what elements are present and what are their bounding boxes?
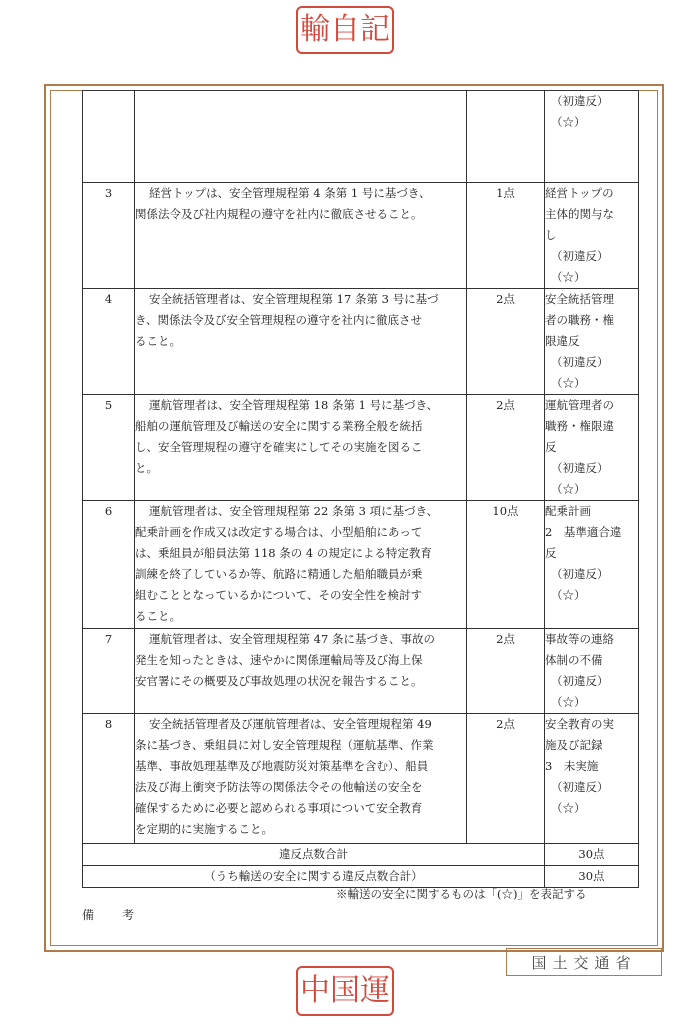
violation-note-line: 職務・権限違 [545, 419, 614, 433]
row-description [135, 91, 467, 183]
row-points: 2点 [467, 714, 545, 844]
violation-note-line: 運航管理者の [545, 398, 614, 412]
row-violation-note [545, 289, 639, 395]
description-line: 運航管理者は、安全管理規程第 18 条第 1 号に基づき、 [149, 398, 439, 412]
description-line: 運航管理者は、安全管理規程第 22 条第 3 項に基づき、 [149, 504, 439, 518]
violation-note-line: （初違反） [551, 249, 609, 263]
table-row [83, 91, 639, 183]
row-description [135, 183, 467, 289]
description-line: し、安全管理規程の遵守を確実にしてその実施を図るこ [135, 440, 423, 454]
row-points: 1点 [467, 183, 545, 289]
description-line: 発生を知ったときは、速やかに関係運輸局等及び海上保 [135, 653, 423, 667]
table-row [83, 289, 639, 395]
row-number: 7 [83, 629, 135, 714]
row-number: 8 [83, 714, 135, 844]
table-row [83, 629, 639, 714]
table-row [83, 183, 639, 289]
description-line: ること。 [135, 334, 181, 348]
row-description [135, 395, 467, 501]
violation-note-line: （☆） [551, 801, 586, 815]
description-line: 基準、事故処理基準及び地震防災対策基準を含む）、船員 [135, 759, 429, 773]
description-line: 確保するために必要と認められる事項について安全教育 [135, 801, 423, 815]
row-points: 10点 [467, 501, 545, 629]
row-number: 6 [83, 501, 135, 629]
violation-note-line: 事故等の連絡 [545, 632, 614, 646]
description-line: 運航管理者は、安全管理規程第 47 条に基づき、事故の [149, 632, 435, 646]
row-description [135, 289, 467, 395]
violation-note-line: 3 未実施 [545, 759, 599, 773]
violation-note-line: 安全教育の実 [545, 717, 614, 731]
row-number: 5 [83, 395, 135, 501]
description-line: 条に基づき、乗組員に対し安全管理規程（運航基準、作業 [135, 738, 434, 752]
row-points: 2点 [467, 629, 545, 714]
description-line: 船舶の運航管理及び輸送の安全に関する業務全般を統括 [135, 419, 423, 433]
violation-note-line: （☆） [551, 588, 586, 602]
seal-stamp-bottom: 中国運 [296, 966, 394, 1016]
violation-note-line: 反 [545, 546, 557, 560]
row-violation-note [545, 395, 639, 501]
description-line: ること。 [135, 609, 181, 623]
description-line: 配乗計画を作成又は改定する場合は、小型船舶にあって [135, 525, 423, 539]
row-violation-note [545, 91, 639, 183]
row-description [135, 714, 467, 844]
row-number: 4 [83, 289, 135, 395]
violation-note-line: （☆） [551, 482, 586, 496]
violation-note-line: （☆） [551, 270, 586, 284]
description-line: 安官署にその概要及び事故処理の状況を報告すること。 [135, 674, 423, 688]
transport-total-value: 30点 [545, 866, 639, 888]
violation-note-line: 反 [545, 440, 557, 454]
description-line: と。 [135, 461, 158, 475]
row-violation-note [545, 714, 639, 844]
description-line: は、乗組員が船員法第 118 条の 4 の規定による特定教育 [135, 546, 432, 560]
ministry-name: 国土交通省 [506, 948, 662, 976]
description-line: 訓練を終了しているか等、航路に精通した船舶職員が乗 [135, 567, 423, 581]
violation-note-line: 安全統括管理 [545, 292, 614, 306]
violation-note-line: し [545, 228, 557, 242]
violation-note-line: （☆） [551, 115, 586, 129]
row-number: 3 [83, 183, 135, 289]
violation-note-line: （初違反） [551, 674, 609, 688]
description-line: き、関係法令及び安全管理規程の遵守を社内に徹底させ [135, 313, 423, 327]
violation-note-line: 経営トップの [545, 186, 614, 200]
violation-note-line: 2 基準適合違 [545, 525, 622, 539]
description-line: 法及び海上衝突予防法等の関係法令その他輸送の安全を [135, 780, 423, 794]
row-violation-note [545, 501, 639, 629]
violation-note-line: （初違反） [551, 567, 609, 581]
violation-note-line: （初違反） [551, 94, 609, 108]
row-violation-note [545, 629, 639, 714]
violation-note-line: （☆） [551, 376, 586, 390]
total-label: 違反点数合計 [83, 844, 545, 866]
row-points [467, 91, 545, 183]
description-line: 組むこととなっているかについて、その安全性を検討す [135, 588, 423, 602]
violation-note-line: 主体的関与な [545, 207, 614, 221]
row-description [135, 629, 467, 714]
violation-note-line: （初違反） [551, 355, 609, 369]
description-line: 関係法令及び社内規程の遵守を社内に徹底させること。 [135, 207, 423, 221]
transport-total-row [83, 866, 639, 888]
description-line: 経営トップは、安全管理規程第 4 条第 1 号に基づき、 [149, 186, 431, 200]
total-value: 30点 [545, 844, 639, 866]
description-line: 安全統括管理者及び運航管理者は、安全管理規程第 49 [149, 717, 432, 731]
violation-note-line: 施及び記録 [545, 738, 603, 752]
table-row [83, 714, 639, 844]
violation-note-line: （初違反） [551, 780, 609, 794]
violation-note-line: 限違反 [545, 334, 580, 348]
violation-note-line: 者の職務・権 [545, 313, 614, 327]
violation-note-line: （☆） [551, 695, 586, 709]
row-number [83, 91, 135, 183]
seal-stamp-top: 輸自記 [296, 6, 394, 54]
description-line: を定期的に実施すること。 [135, 822, 273, 836]
row-violation-note [545, 183, 639, 289]
table-row [83, 501, 639, 629]
row-description [135, 501, 467, 629]
violation-table [82, 90, 639, 888]
row-points: 2点 [467, 289, 545, 395]
violation-note-line: 配乗計画 [545, 504, 591, 518]
total-row [83, 844, 639, 866]
row-points: 2点 [467, 395, 545, 501]
remarks-label: 備 考 [82, 908, 143, 922]
description-line: 安全統括管理者は、安全管理規程第 17 条第 3 号に基づ [149, 292, 439, 306]
transport-total-label: （うち輸送の安全に関する違反点数合計） [83, 866, 545, 888]
table-row [83, 395, 639, 501]
remark-note: ※輸送の安全に関するものは「(☆)」を表記する [336, 887, 587, 901]
violation-note-line: 体制の不備 [545, 653, 603, 667]
violation-note-line: （初違反） [551, 461, 609, 475]
